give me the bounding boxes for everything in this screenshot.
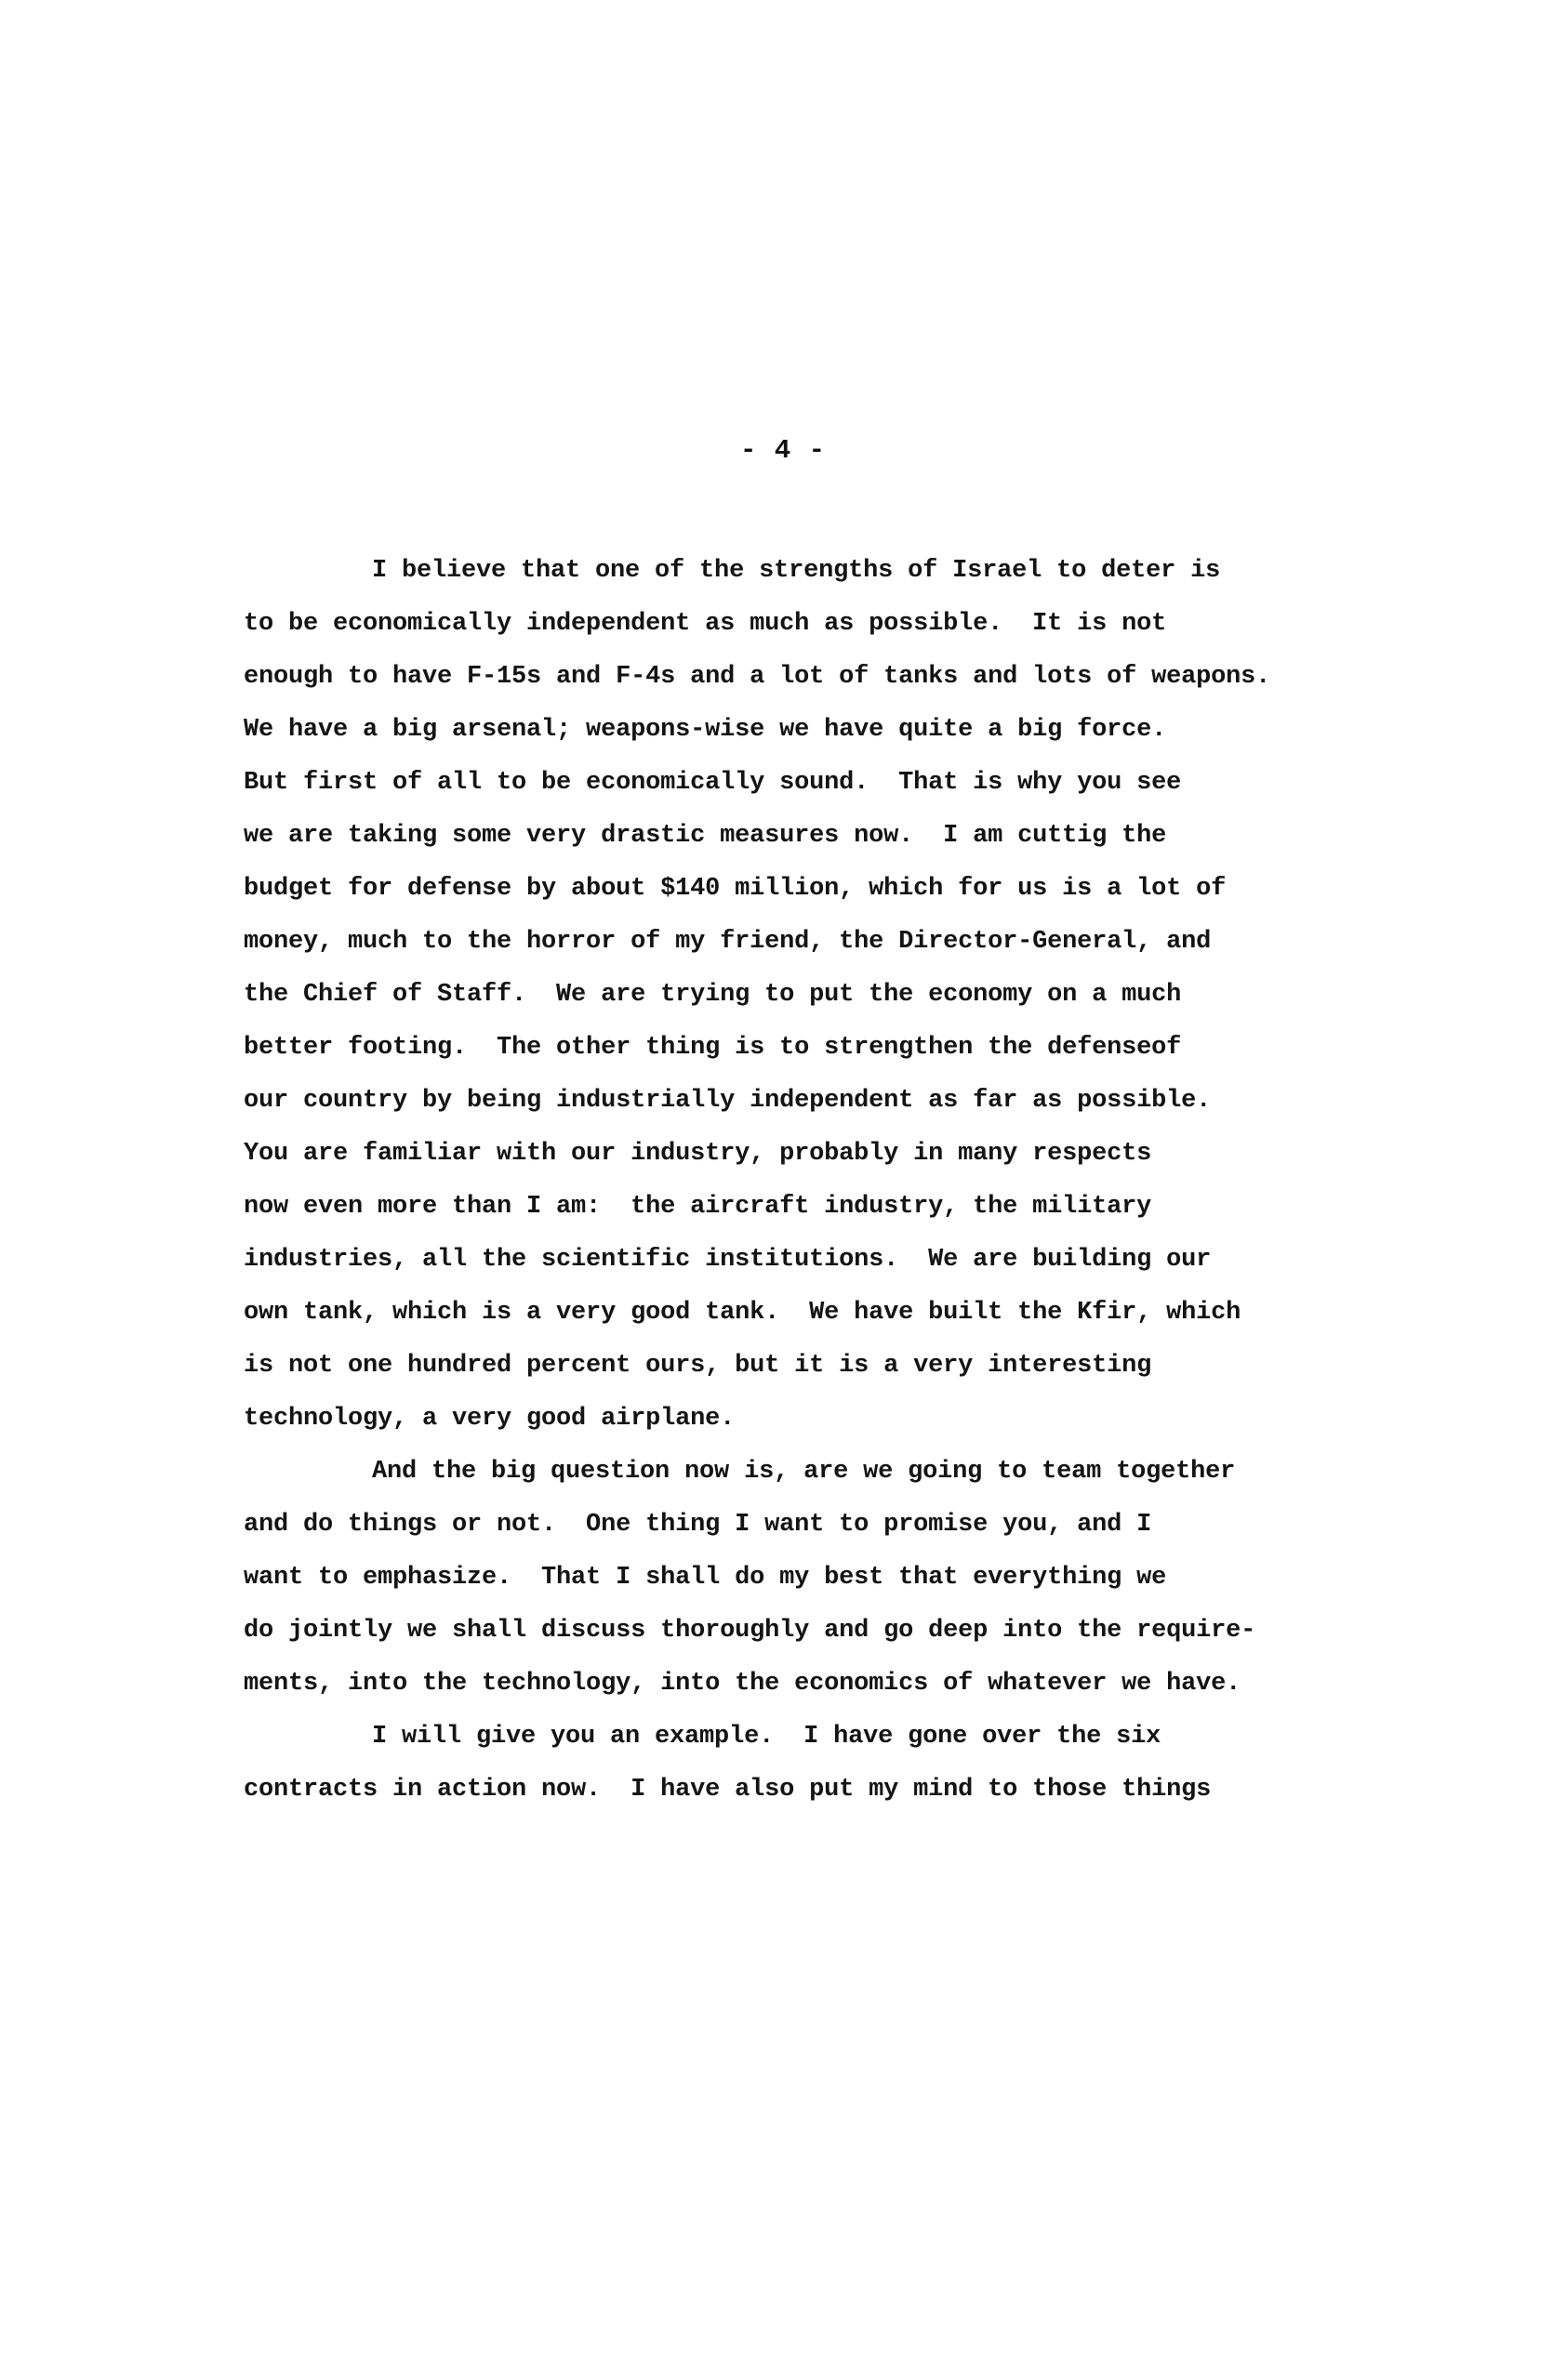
paragraph-2: [244, 1446, 1360, 1711]
text-line: I will give you an example. I have gone over the six: [372, 1723, 1161, 1751]
text-line: You are familiar with our industry, probably in many respects: [244, 1140, 1152, 1168]
text-line: want to emphasize. That I shall do my best that everything we: [244, 1564, 1167, 1592]
text-line: now even more than I am: the aircraft industry, the military: [244, 1193, 1152, 1221]
text-line: contracts in action now. I have also put my mind to those things: [244, 1776, 1212, 1804]
text-line: ments, into the technology, into the economics of whatever we have.: [244, 1670, 1241, 1698]
text-line: And the big question now is, are we going to team together: [372, 1458, 1236, 1486]
text-line: do jointly we shall discuss thoroughly and go deep into the require-: [244, 1617, 1256, 1645]
text-line: we are taking some very drastic measures now. I am cuttig the: [244, 822, 1167, 850]
text-line: budget for defense by about $140 million, which for us is a lot of: [244, 875, 1227, 903]
text-line: better footing. The other thing is to strengthen the defenseof: [244, 1034, 1182, 1062]
text-line: and do things or not. One thing I want to promise you, and I: [244, 1511, 1152, 1539]
text-line: We have a big arsenal; weapons-wise we have quite a big force.: [244, 716, 1167, 744]
page-number: - 4 -: [739, 435, 826, 466]
text-line: the Chief of Staff. We are trying to put the economy on a much: [244, 981, 1182, 1009]
text-line: own tank, which is a very good tank. We have built the Kfir, which: [244, 1299, 1241, 1327]
text-line: money, much to the horror of my friend, the Director-General, and: [244, 928, 1212, 956]
text-line: enough to have F-15s and F-4s and a lot of tanks and lots of weapons.: [244, 663, 1271, 691]
text-line: industries, all the scientific institutions. We are building our: [244, 1246, 1212, 1274]
document-body: [244, 545, 1360, 1817]
text-line: But first of all to be economically sound. That is why you see: [244, 769, 1182, 797]
text-line: I believe that one of the strengths of Israel to deter is: [372, 557, 1221, 585]
paragraph-1: [244, 545, 1360, 1446]
text-line: to be economically independent as much as possible. It is not: [244, 610, 1167, 638]
text-line: our country by being industrially independent as far as possible.: [244, 1087, 1212, 1115]
paragraph-3: [244, 1711, 1360, 1817]
text-line: is not one hundred percent ours, but it is a very interesting: [244, 1352, 1152, 1380]
text-line: technology, a very good airplane.: [244, 1405, 736, 1433]
